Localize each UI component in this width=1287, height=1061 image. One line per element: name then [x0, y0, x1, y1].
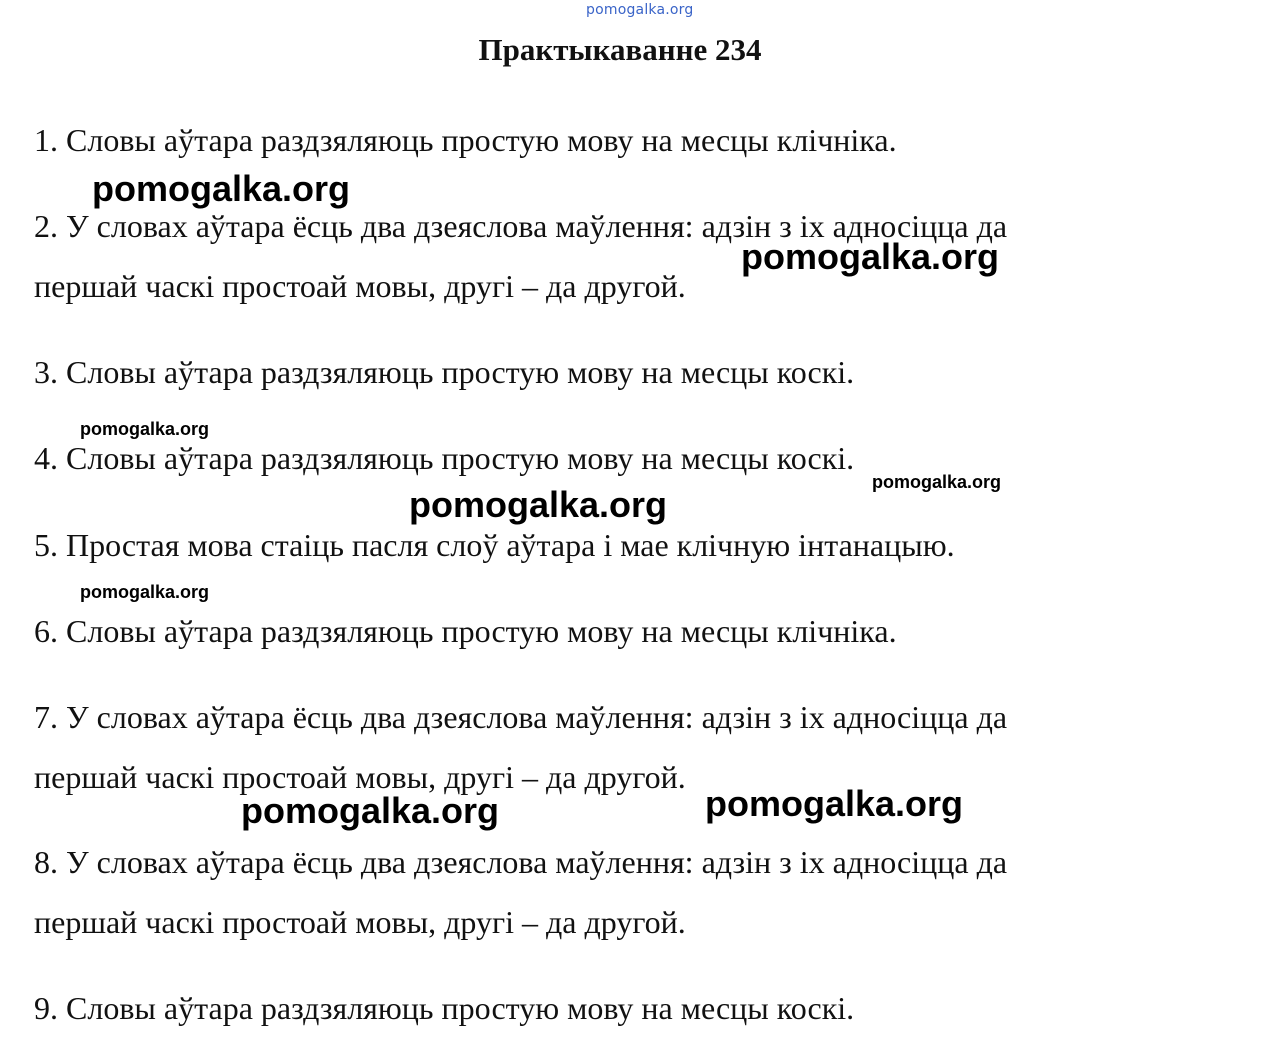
answer-line: першай часкі простоай мовы, другі – да другой.: [34, 904, 686, 940]
watermark: pomogalka.org: [241, 790, 500, 831]
watermark: pomogalka.org: [741, 236, 1000, 277]
answer-line: 5. Простая мова стаіць пасля слоў аўтара і мае клічную інтанацыю.: [34, 527, 955, 563]
answer-line: 6. Словы аўтара раздзяляюць простую мову на месцы клічніка.: [34, 613, 897, 649]
answer-item-9: [34, 978, 854, 1038]
answer-line: першай часкі простоай мовы, другі – да другой.: [34, 759, 686, 795]
answer-line: 1. Словы аўтара раздзяляюць простую мову на месцы клічніка.: [34, 122, 897, 158]
watermark: pomogalka.org: [80, 419, 210, 439]
answer-line: 3. Словы аўтара раздзяляюць простую мову на месцы коскі.: [34, 354, 855, 390]
answer-line: першай часкі простоай мовы, другі – да другой.: [34, 268, 686, 304]
answer-line: 9. Словы аўтара раздзяляюць простую мову на месцы коскі.: [34, 990, 855, 1026]
watermark: pomogalka.org: [705, 783, 964, 824]
answer-line: 8. У словах аўтара ёсць два дзеяслова маўлення: адзін з іх адносіцца да: [34, 844, 1008, 880]
answer-line: 7. У словах аўтара ёсць два дзеяслова маўлення: адзін з іх адносіцца да: [34, 699, 1008, 735]
answer-item-6: [34, 601, 897, 661]
answer-line: 4. Словы аўтара раздзяляюць простую мову на месцы коскі.: [34, 440, 855, 476]
answer-item-8: [34, 832, 1007, 952]
answer-item-3: [34, 342, 854, 402]
watermark: pomogalka.org: [409, 484, 668, 525]
watermark: pomogalka.org: [80, 582, 210, 602]
watermark: pomogalka.org: [872, 472, 1002, 492]
page-title: Практыкаванне 234: [478, 32, 762, 67]
answer-line: 2. У словах аўтара ёсць два дзеяслова маўлення: адзін з іх адносіцца да: [34, 208, 1008, 244]
answer-item-1: [34, 110, 897, 170]
watermark: pomogalka.org: [92, 168, 351, 209]
site-link[interactable]: pomogalka.org: [586, 2, 694, 18]
